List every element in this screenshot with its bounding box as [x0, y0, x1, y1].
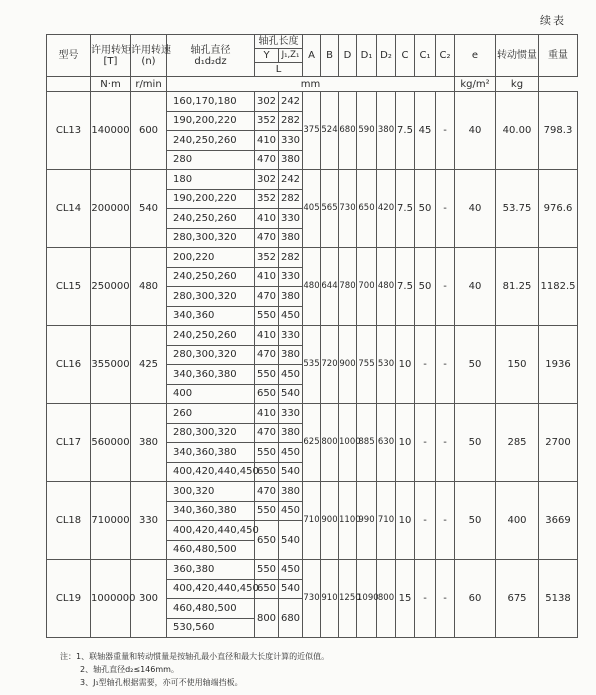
unit-speed: r/min: [131, 77, 167, 92]
cell-len-y: 352: [255, 111, 279, 131]
table-row: [47, 404, 578, 424]
cell-a: 375: [303, 92, 321, 170]
cell-torque: 200000: [91, 170, 131, 248]
hdr-len-y: Y: [255, 49, 279, 63]
cell-c2: -: [436, 560, 455, 638]
cell-len-y: 410: [255, 131, 279, 151]
cell-c: 7.5: [396, 170, 415, 248]
hdr-speed-sym: (n): [141, 55, 156, 67]
cell-bore-diameter: 240,250,260: [167, 209, 255, 229]
hdr-model: 型号: [47, 35, 91, 77]
cell-len-y: 410: [255, 326, 279, 346]
table-row: [47, 482, 578, 502]
hdr-C: C: [396, 35, 415, 77]
cell-torque: 140000: [91, 92, 131, 170]
table-row: [47, 92, 578, 112]
cell-speed: 425: [131, 326, 167, 404]
cell-bore-diameter: 460,480,500: [167, 599, 255, 619]
cell-d1: 1090: [357, 560, 377, 638]
cell-bore-diameter: 360,380: [167, 560, 255, 580]
cell-d1: 885: [357, 404, 377, 482]
cell-len-j: 242: [279, 92, 303, 112]
cell-c: 10: [396, 404, 415, 482]
cell-bore-diameter: 340,360: [167, 306, 255, 326]
cell-len-y: 550: [255, 306, 279, 326]
hdr-C2: C₂: [436, 35, 455, 77]
cell-len-j: 282: [279, 111, 303, 131]
cell-len-y: 550: [255, 443, 279, 463]
cell-len-j: 380: [279, 482, 303, 502]
cell-c1: 50: [415, 170, 436, 248]
hdr-len-l: L: [255, 63, 303, 77]
cell-b: 800: [321, 404, 339, 482]
cell-model: CL16: [47, 326, 91, 404]
cell-len-j: 330: [279, 404, 303, 424]
cell-bore-diameter: 280,300,320: [167, 228, 255, 248]
cell-len-j: 330: [279, 267, 303, 287]
cell-len-j: 380: [279, 287, 303, 307]
hdr-len-j: J₁,Z₁: [279, 49, 303, 63]
cell-e: 50: [455, 404, 496, 482]
cell-bore-diameter: 240,250,260: [167, 131, 255, 151]
hdr-bore: [167, 35, 255, 77]
cell-len-j: 540: [279, 462, 303, 482]
cell-d: 1000: [339, 404, 357, 482]
cell-len-j: 540: [279, 384, 303, 404]
cell-bore-diameter: 190,200,220: [167, 111, 255, 131]
cell-bore-diameter: 280: [167, 150, 255, 170]
cell-speed: 600: [131, 92, 167, 170]
cell-model: CL18: [47, 482, 91, 560]
cell-c2: -: [436, 170, 455, 248]
cell-c1: -: [415, 560, 436, 638]
hdr-torque: [91, 35, 131, 77]
notes: [60, 650, 329, 689]
cell-len-j: 282: [279, 248, 303, 268]
cell-c: 10: [396, 482, 415, 560]
unit-mm: mm: [167, 77, 455, 92]
cell-bore-diameter: 530,560: [167, 618, 255, 638]
note-3-text: 3、J₁型轴孔根据需要，亦可不使用轴端挡板。: [80, 678, 243, 687]
cell-len-j: 680: [279, 599, 303, 638]
cell-c: 7.5: [396, 248, 415, 326]
cell-len-j: 330: [279, 326, 303, 346]
cell-inertia: 150: [496, 326, 539, 404]
unit-weight: kg: [496, 77, 539, 92]
cell-bore-diameter: 180: [167, 170, 255, 190]
cell-a: 405: [303, 170, 321, 248]
note-3: [60, 676, 329, 689]
note-2-text: 2、轴孔直径d₂≤146mm。: [80, 665, 179, 674]
cell-len-j: 282: [279, 189, 303, 209]
cell-len-y: 470: [255, 287, 279, 307]
cell-d2: 710: [377, 482, 396, 560]
cell-len-y: 352: [255, 248, 279, 268]
hdr-hub-length: 轴孔长度: [255, 35, 303, 49]
note-1-text: 1、联轴器重量和转动惯量是按轴孔最小直径和最大长度计算的近似值。: [76, 652, 330, 661]
cell-speed: 330: [131, 482, 167, 560]
cell-len-j: 380: [279, 228, 303, 248]
cell-len-j: 380: [279, 345, 303, 365]
cell-len-j: 450: [279, 501, 303, 521]
cell-bore-diameter: 200,220: [167, 248, 255, 268]
cell-c1: -: [415, 326, 436, 404]
cell-model: CL14: [47, 170, 91, 248]
cell-len-j: 380: [279, 423, 303, 443]
cell-len-j: 540: [279, 579, 303, 599]
cell-b: 565: [321, 170, 339, 248]
cell-len-y: 410: [255, 404, 279, 424]
cell-bore-diameter: 240,250,260: [167, 267, 255, 287]
cell-c: 15: [396, 560, 415, 638]
note-1: [60, 650, 329, 663]
cell-c2: -: [436, 326, 455, 404]
cell-e: 40: [455, 248, 496, 326]
unit-torque: N·m: [91, 77, 131, 92]
cell-d: 780: [339, 248, 357, 326]
cell-model: CL13: [47, 92, 91, 170]
cell-d2: 480: [377, 248, 396, 326]
cell-speed: 480: [131, 248, 167, 326]
cell-e: 40: [455, 170, 496, 248]
notes-prefix: 注：: [60, 652, 76, 661]
cell-d: 900: [339, 326, 357, 404]
hdr-e: e: [455, 35, 496, 77]
cell-len-j: 330: [279, 209, 303, 229]
cell-bore-diameter: 400,420,440,450: [167, 579, 255, 599]
cell-inertia: 81.25: [496, 248, 539, 326]
hdr-D2: D₂: [377, 35, 396, 77]
cell-b: 644: [321, 248, 339, 326]
cell-c1: 50: [415, 248, 436, 326]
cell-bore-diameter: 260: [167, 404, 255, 424]
cell-a: 730: [303, 560, 321, 638]
cell-bore-diameter: 400,420,440,450: [167, 521, 255, 541]
cell-len-j: 540: [279, 521, 303, 560]
cell-bore-diameter: 300,320: [167, 482, 255, 502]
cell-d2: 800: [377, 560, 396, 638]
cell-speed: 300: [131, 560, 167, 638]
cell-len-j: 450: [279, 306, 303, 326]
cell-model: CL19: [47, 560, 91, 638]
hdr-speed: [131, 35, 171, 77]
table-row: [47, 326, 578, 346]
unit-inertia: kg/m²: [455, 77, 496, 92]
cell-weight: 2700: [539, 404, 578, 482]
cell-bore-diameter: 240,250,260: [167, 326, 255, 346]
cell-c1: -: [415, 404, 436, 482]
cell-bore-diameter: 340,360,380: [167, 365, 255, 385]
cell-b: 524: [321, 92, 339, 170]
cell-e: 50: [455, 326, 496, 404]
cell-inertia: 53.75: [496, 170, 539, 248]
cell-bore-diameter: 340,360,380: [167, 501, 255, 521]
cell-model: CL17: [47, 404, 91, 482]
cell-len-y: 352: [255, 189, 279, 209]
cell-d2: 380: [377, 92, 396, 170]
cell-bore-diameter: 400,420,440,450: [167, 462, 255, 482]
coupling-spec-table: [46, 34, 578, 638]
cell-d: 1100: [339, 482, 357, 560]
cell-d1: 590: [357, 92, 377, 170]
unit-model: [47, 77, 91, 92]
cell-len-y: 800: [255, 599, 279, 638]
cell-torque: 355000: [91, 326, 131, 404]
cell-len-j: 330: [279, 131, 303, 151]
cell-speed: 540: [131, 170, 167, 248]
cell-bore-diameter: 280,300,320: [167, 287, 255, 307]
cell-len-y: 470: [255, 482, 279, 502]
cell-weight: 1936: [539, 326, 578, 404]
cell-d: 1250: [339, 560, 357, 638]
cell-weight: 5138: [539, 560, 578, 638]
cell-d1: 650: [357, 170, 377, 248]
table-row: [47, 170, 578, 190]
cell-bore-diameter: 280,300,320: [167, 423, 255, 443]
cell-d2: 530: [377, 326, 396, 404]
cell-model: CL15: [47, 248, 91, 326]
hdr-D: D: [339, 35, 357, 77]
cell-len-y: 650: [255, 579, 279, 599]
cell-d: 680: [339, 92, 357, 170]
cell-len-y: 550: [255, 560, 279, 580]
hdr-bore-label: 轴孔直径: [190, 44, 231, 56]
cell-e: 60: [455, 560, 496, 638]
cell-torque: 710000: [91, 482, 131, 560]
cell-c1: -: [415, 482, 436, 560]
cell-torque: 560000: [91, 404, 131, 482]
cell-inertia: 40.00: [496, 92, 539, 170]
cell-d2: 630: [377, 404, 396, 482]
hdr-inertia: 转动惯量: [496, 35, 539, 77]
hdr-torque-sym: [T]: [103, 55, 118, 67]
cell-weight: 798.3: [539, 92, 578, 170]
cell-d1: 990: [357, 482, 377, 560]
cell-torque: 250000: [91, 248, 131, 326]
hdr-C1: C₁: [415, 35, 436, 77]
hdr-A: A: [303, 35, 321, 77]
note-2: [60, 663, 329, 676]
cell-b: 910: [321, 560, 339, 638]
cell-weight: 976.6: [539, 170, 578, 248]
cell-len-j: 242: [279, 170, 303, 190]
cell-c1: 45: [415, 92, 436, 170]
hdr-D1: D₁: [357, 35, 377, 77]
cell-len-j: 450: [279, 443, 303, 463]
cell-bore-diameter: 460,480,500: [167, 540, 255, 560]
table-row: [47, 248, 578, 268]
cell-c: 7.5: [396, 92, 415, 170]
cell-len-j: 380: [279, 150, 303, 170]
hdr-weight: 重量: [539, 35, 578, 77]
cell-inertia: 285: [496, 404, 539, 482]
cell-c: 10: [396, 326, 415, 404]
cell-bore-diameter: 280,300,320: [167, 345, 255, 365]
cell-inertia: 400: [496, 482, 539, 560]
continued-label: 续表: [540, 14, 566, 27]
cell-d1: 700: [357, 248, 377, 326]
cell-bore-diameter: 400: [167, 384, 255, 404]
cell-len-j: 450: [279, 560, 303, 580]
cell-c2: -: [436, 92, 455, 170]
cell-torque: 1000000: [91, 560, 131, 638]
table-row: [47, 560, 578, 580]
cell-e: 40: [455, 92, 496, 170]
cell-len-y: 470: [255, 345, 279, 365]
cell-a: 625: [303, 404, 321, 482]
cell-bore-diameter: 160,170,180: [167, 92, 255, 112]
cell-a: 710: [303, 482, 321, 560]
cell-d: 730: [339, 170, 357, 248]
cell-b: 720: [321, 326, 339, 404]
cell-len-y: 410: [255, 267, 279, 287]
hdr-torque-label: 许用转矩: [91, 44, 131, 56]
cell-bore-diameter: 340,360,380: [167, 443, 255, 463]
cell-speed: 380: [131, 404, 167, 482]
cell-len-y: 550: [255, 365, 279, 385]
cell-weight: 3669: [539, 482, 578, 560]
cell-len-y: 650: [255, 384, 279, 404]
cell-len-y: 470: [255, 228, 279, 248]
hdr-B: B: [321, 35, 339, 77]
cell-c2: -: [436, 404, 455, 482]
cell-len-y: 650: [255, 521, 279, 560]
hdr-bore-sym: d₁d₂dz: [194, 55, 227, 67]
cell-len-y: 302: [255, 92, 279, 112]
cell-c2: -: [436, 248, 455, 326]
cell-a: 480: [303, 248, 321, 326]
table-body: [47, 92, 578, 638]
cell-len-y: 410: [255, 209, 279, 229]
cell-d2: 420: [377, 170, 396, 248]
cell-len-y: 470: [255, 150, 279, 170]
cell-len-j: 450: [279, 365, 303, 385]
cell-weight: 1182.5: [539, 248, 578, 326]
cell-inertia: 675: [496, 560, 539, 638]
cell-c2: -: [436, 482, 455, 560]
cell-b: 900: [321, 482, 339, 560]
cell-len-y: 550: [255, 501, 279, 521]
cell-e: 50: [455, 482, 496, 560]
cell-a: 535: [303, 326, 321, 404]
cell-len-y: 470: [255, 423, 279, 443]
hdr-speed-label: 许用转速: [131, 44, 171, 56]
cell-bore-diameter: 190,200,220: [167, 189, 255, 209]
cell-d1: 755: [357, 326, 377, 404]
cell-len-y: 302: [255, 170, 279, 190]
cell-len-y: 650: [255, 462, 279, 482]
